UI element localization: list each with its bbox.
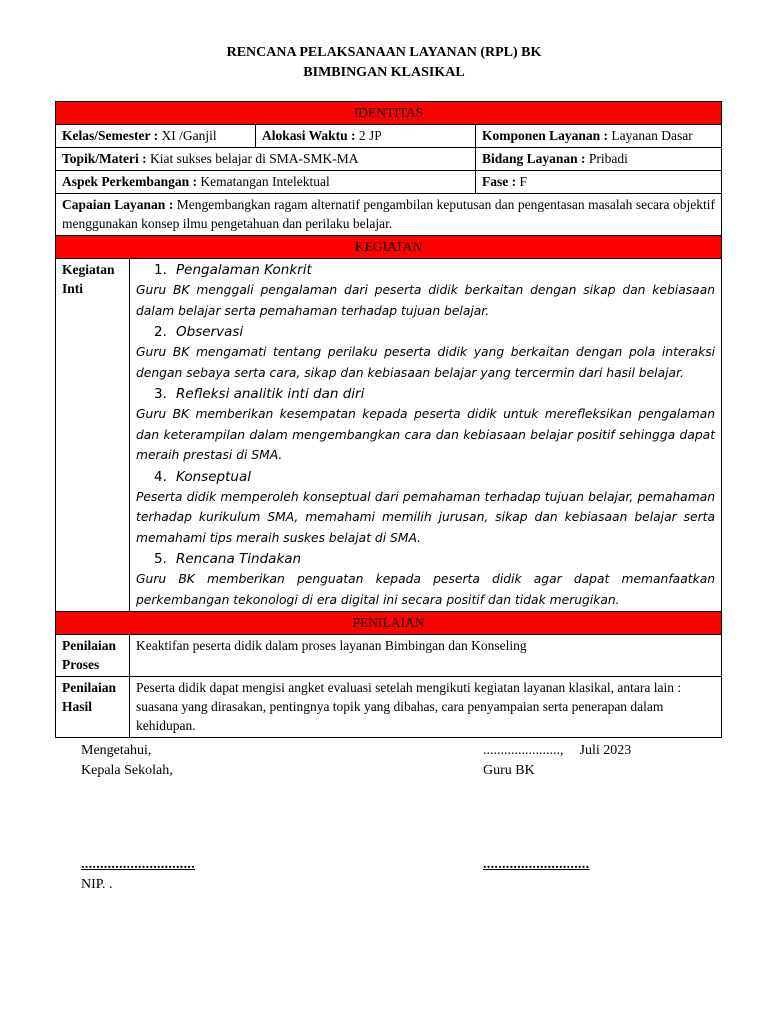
kelas-semester-label: Kelas/Semester : bbox=[62, 128, 159, 143]
section-header-penilaian: PENILAIAN bbox=[56, 612, 722, 635]
penilaian-hasil-value: Peserta didik dapat mengisi angket evaluasi setelah mengikuti kegiatan layanan klasikal, antara lain : suasana yang dirasakan, pentingnya topik yang dibahas, cara penyampaian serta penerapan dalam kehidupan. bbox=[130, 677, 722, 738]
aspek-perkembangan-value: Kematangan Intelektual bbox=[197, 174, 330, 189]
topik-materi-cell bbox=[56, 148, 476, 171]
penilaian-proses-value: Keaktifan peserta didik dalam proses layanan Bimbingan dan Konseling bbox=[130, 635, 722, 677]
place-placeholder: ......................, bbox=[483, 743, 564, 758]
aspek-perkembangan-label: Aspek Perkembangan : bbox=[62, 174, 198, 189]
mengetahui-text: Mengetahui, bbox=[81, 743, 152, 758]
kegiatan-item-body: Guru BK memberikan kesempatan kepada peserta didik untuk merefleksikan pengalaman dan keterampilan dalam mengembangkan cara dan kebiasaan belajar positif sehingga dapat meraih prestasi di SMA. bbox=[136, 407, 716, 462]
section-header-kegiatan: KEGIATAN bbox=[56, 236, 722, 259]
bidang-layanan-cell bbox=[476, 148, 722, 171]
kegiatan-item-number: 4. bbox=[154, 468, 167, 485]
fase-value: F bbox=[516, 174, 528, 189]
kegiatan-list bbox=[130, 259, 722, 612]
penilaian-proses-label: Penilaian Proses bbox=[56, 635, 130, 677]
capaian-layanan-label: Capaian Layanan : bbox=[62, 197, 174, 212]
guru-bk-signature-line: ............................ bbox=[483, 857, 590, 872]
penilaian-hasil-label: Penilaian Hasil bbox=[56, 677, 130, 738]
fase-cell bbox=[476, 171, 722, 194]
kegiatan-item-body: Guru BK menggali pengalaman dari peserta didik berkaitan dengan sikap dan kebiasaan dalam belajar serta pemahaman terhadap tujuan belajar. bbox=[136, 283, 716, 318]
kegiatan-item-number: 5. bbox=[154, 551, 167, 567]
aspek-perkembangan-cell bbox=[56, 171, 476, 194]
kegiatan-item bbox=[136, 322, 715, 383]
kegiatan-item-title: Rencana Tindakan bbox=[176, 551, 302, 567]
kegiatan-inti-label: Kegiatan Inti bbox=[56, 259, 130, 612]
signature-right-block bbox=[483, 741, 631, 781]
kelas-semester-value: XI /Ganjil bbox=[158, 128, 217, 143]
capaian-layanan-cell bbox=[56, 194, 722, 236]
bidang-layanan-value: Pribadi bbox=[585, 151, 628, 166]
komponen-layanan-value: Layanan Dasar bbox=[608, 128, 693, 143]
section-header-identitas: IDENTITAS bbox=[56, 102, 722, 125]
topik-materi-value: Kiat sukses belajar di SMA-SMK-MA bbox=[146, 151, 359, 166]
kepala-sekolah-signature-line: .............................. bbox=[81, 857, 195, 872]
document-title-line1: RENCANA PELAKSANAAN LAYANAN (RPL) BK bbox=[226, 45, 542, 60]
kegiatan-item-number: 3. bbox=[154, 386, 167, 402]
kegiatan-item-title: Pengalaman Konkrit bbox=[176, 262, 312, 278]
topik-materi-label: Topik/Materi : bbox=[62, 151, 147, 166]
kegiatan-item-body: Guru BK memberikan penguatan kepada peserta didik agar dapat memanfaatkan perkembangan tekonologi di era digital ini secara positif dan tidak merugikan. bbox=[136, 572, 716, 607]
kegiatan-item-number: 1. bbox=[154, 262, 167, 278]
date-text: Juli 2023 bbox=[579, 743, 632, 758]
kelas-semester-cell bbox=[56, 125, 256, 148]
kegiatan-item bbox=[136, 384, 715, 466]
kegiatan-item bbox=[136, 467, 715, 549]
capaian-layanan-value: Mengembangkan ragam alternatif pengambilan keputusan dan pengentasan masalah secara objektif menggunakan konsep ilmu pengetahuan dan perilaku belajar. bbox=[62, 197, 716, 231]
kegiatan-item-title: Konseptual bbox=[176, 468, 251, 485]
rpl-table bbox=[55, 101, 722, 738]
kegiatan-item-number: 2. bbox=[154, 324, 167, 340]
alokasi-waktu-label: Alokasi Waktu : bbox=[262, 128, 356, 143]
komponen-layanan-label: Komponen Layanan : bbox=[482, 128, 609, 143]
kegiatan-item bbox=[136, 260, 715, 321]
document-title-line2: BIMBINGAN KLASIKAL bbox=[303, 65, 465, 80]
kegiatan-item-body: Guru BK mengamati tentang perilaku peserta didik yang berkaitan dengan pola interaksi dengan sebaya serta cara, sikap dan kebiasaan belajar yang tercermin dari hasil belajar. bbox=[136, 345, 716, 380]
nip-text: NIP. . bbox=[81, 877, 113, 892]
kegiatan-item-body: Peserta didik memperoleh konseptual dari pemahaman terhadap tujuan belajar, pemahaman terhadap kurikulum SMA, memahami memilih jurusan, sikap dan kebiasaan belajar serta memahami tips meraih suskes belajat di SMA. bbox=[136, 489, 716, 545]
kegiatan-item-title: Refleksi analitik inti dan diri bbox=[176, 386, 365, 402]
komponen-layanan-cell bbox=[476, 125, 722, 148]
kepala-sekolah-text: Kepala Sekolah, bbox=[81, 763, 173, 778]
guru-bk-text: Guru BK bbox=[483, 763, 535, 778]
signature-left-block bbox=[81, 741, 173, 781]
kegiatan-item bbox=[136, 549, 715, 610]
alokasi-waktu-cell bbox=[256, 125, 476, 148]
kegiatan-item-title: Observasi bbox=[176, 324, 244, 340]
bidang-layanan-label: Bidang Layanan : bbox=[482, 151, 586, 166]
fase-label: Fase : bbox=[482, 174, 517, 189]
alokasi-waktu-value: 2 JP bbox=[355, 128, 382, 143]
place-date-line bbox=[483, 741, 631, 761]
